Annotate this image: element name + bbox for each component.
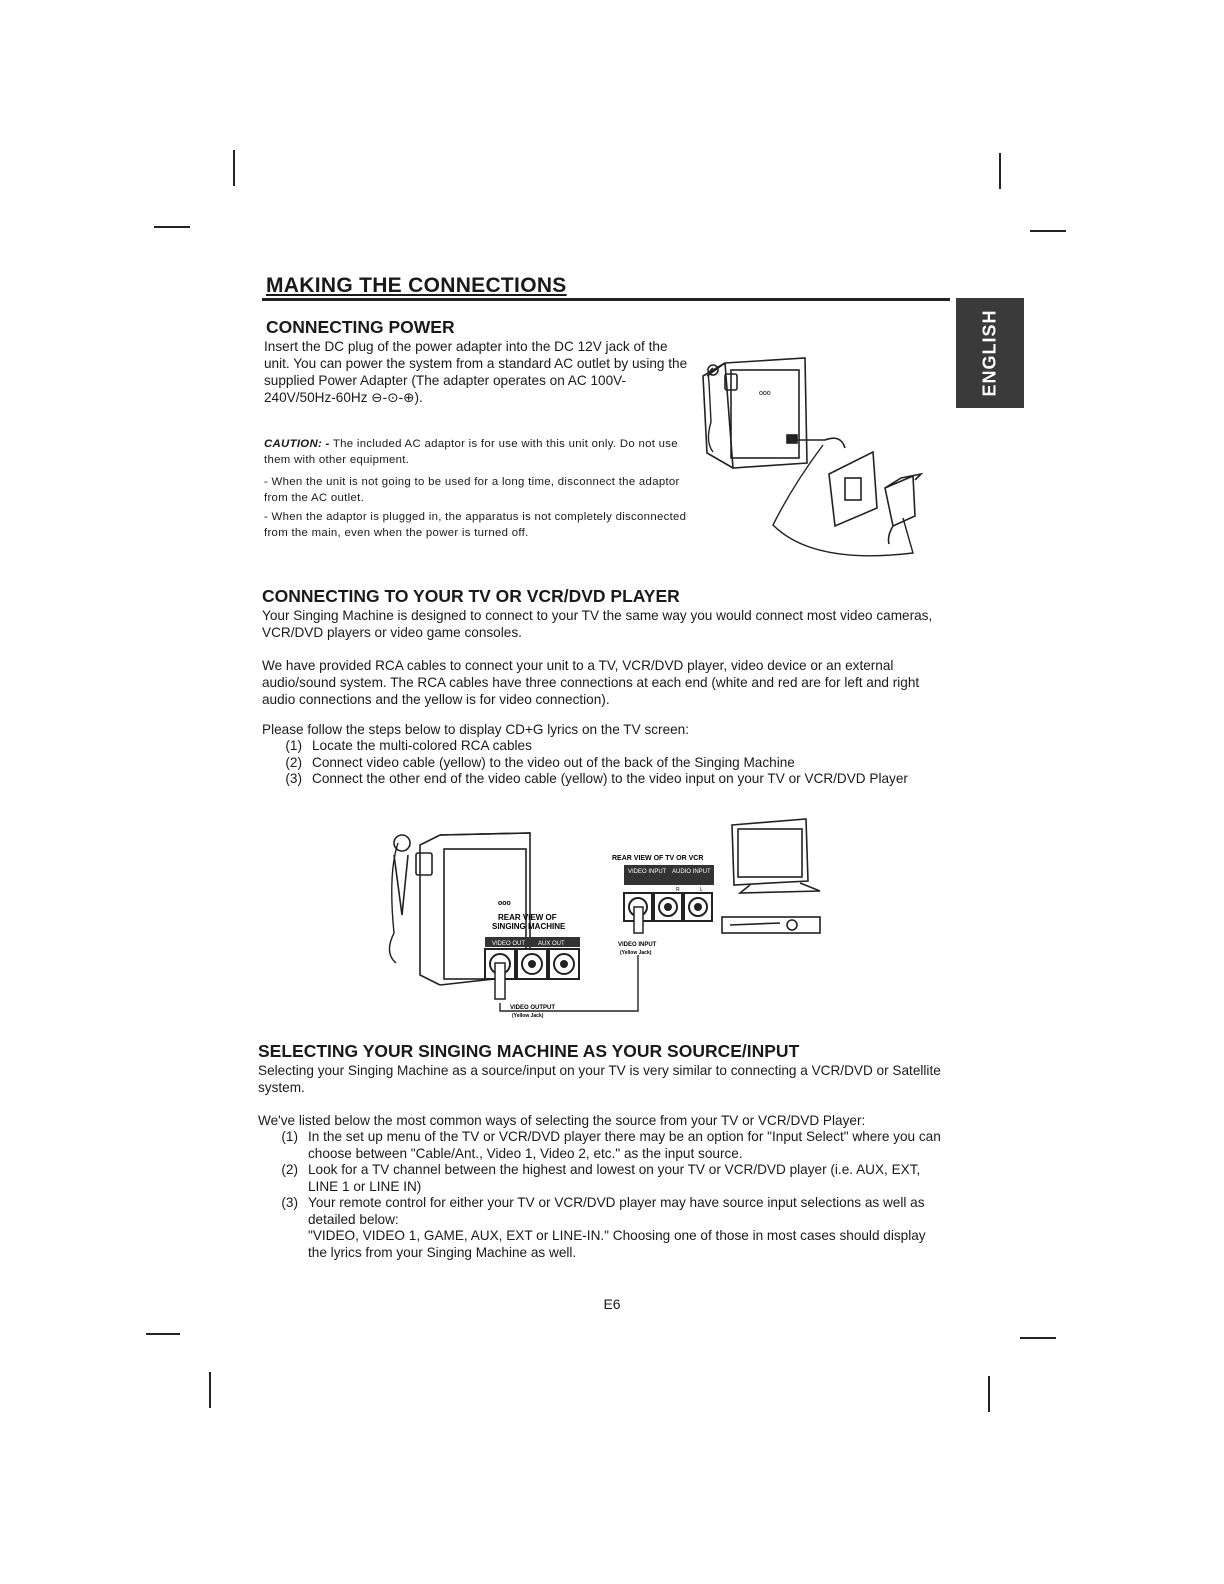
tv-video-input-label: VIDEO INPUT	[628, 869, 667, 875]
aux-out-label: AUX OUT	[538, 941, 565, 947]
tv-heading: CONNECTING TO YOUR TV OR VCR/DVD PLAYER	[262, 586, 680, 606]
crop-mark	[146, 1333, 180, 1335]
caution-text	[264, 437, 688, 468]
crop-mark	[209, 1372, 211, 1408]
list-item: (3) Your remote control for either your TV or VCR/DVD player may have source input selections as well as detailed below:	[281, 1195, 925, 1227]
unit-dots: ooo	[759, 390, 771, 397]
crop-mark	[999, 153, 1001, 189]
sm-dots: ooo	[498, 900, 511, 907]
list-item: (2) Look for a TV channel between the highest and lowest on your TV or VCR/DVD player (i.e. AUX, EXT, LINE 1 or LINE IN)	[281, 1162, 921, 1194]
page-title: MAKING THE CONNECTIONS	[266, 274, 567, 297]
video-output-label: VIDEO OUTPUT	[510, 1005, 556, 1011]
video-input-label: VIDEO INPUT	[618, 942, 657, 948]
source-intro: We've listed below the most common ways of selecting the source from your TV or VCR/DVD Player:	[258, 1113, 866, 1128]
power-body: Insert the DC plug of the power adapter into the DC 12V jack of the unit. You can power the system from a standard AC outlet by using the supplied Power Adapter (The adapter operates on AC 100V-240V/50Hz-60Hz ⊖-⊙-⊕).	[264, 339, 688, 405]
caution-line-2: - When the unit is not going to be used for a long time, disconnect the adaptor from the AC outlet.	[264, 476, 680, 504]
tv-audio-input-label: AUDIO INPUT	[672, 869, 711, 875]
tv-steps-intro: Please follow the steps below to display CD+G lyrics on the TV screen:	[262, 722, 690, 737]
list-item: "VIDEO, VIDEO 1, GAME, AUX, EXT or LINE-IN." Choosing one of those in most cases should display the lyrics from your Singing Machine as well.	[308, 1228, 926, 1260]
tv-para-1: Your Singing Machine is designed to connect to your TV the same way you would connect most video cameras, VCR/DVD players or video game consoles.	[262, 608, 933, 640]
caution-line-1: The included AC adaptor is for use with this unit only. Do not use them with other equipment.	[264, 438, 678, 466]
list-item: (1) In the set up menu of the TV or VCR/DVD player there may be an option for "Input Select" where you can choose between "Cable/Ant., Video 1, Video 2, etc." as the input source.	[281, 1129, 941, 1161]
crop-mark	[1030, 230, 1066, 232]
tv-para-2: We have provided RCA cables to connect your unit to a TV, VCR/DVD player, video device or an external audio/sound system. The RCA cables have three connections at each end (white and red are for left and right audio connections and the yellow is for video connection).	[262, 658, 920, 707]
video-output-jack: (Yellow Jack)	[512, 1013, 544, 1019]
video-input-jack: (Yellow Jack)	[620, 950, 652, 956]
crop-mark	[233, 150, 235, 186]
rear-sm-label-1: REAR VIEW OF	[498, 913, 557, 922]
list-item: (2) Connect video cable (yellow) to the video out of the back of the Singing Machine	[285, 754, 795, 770]
source-heading: SELECTING YOUR SINGING MACHINE AS YOUR SOURCE/INPUT	[258, 1041, 800, 1061]
language-tab-label: ENGLISH	[979, 309, 1000, 397]
source-steps-list	[258, 1129, 948, 1261]
source-para-1: Selecting your Singing Machine as a source/input on your TV is very similar to connecting a VCR/DVD or Satellite system.	[258, 1063, 941, 1095]
tv-r-label: R	[676, 887, 680, 893]
crop-mark	[154, 226, 190, 228]
page-number: E6	[603, 1296, 621, 1312]
crop-mark	[1020, 1337, 1056, 1339]
power-diagram	[695, 348, 935, 578]
caution-label: CAUTION: -	[264, 438, 330, 450]
list-item: (3) Connect the other end of the video cable (yellow) to the video input on your TV or VCR/DVD Player	[285, 771, 908, 786]
tv-steps-list	[262, 738, 952, 788]
connection-diagram	[380, 815, 840, 1025]
power-heading: CONNECTING POWER	[266, 317, 455, 337]
rear-sm-label-2: SINGING MACHINE	[492, 922, 566, 931]
rear-tv-label: REAR VIEW OF TV OR VCR	[612, 855, 704, 862]
caution-line-3: - When the adaptor is plugged in, the apparatus is not completely disconnected from the main, even when the power is turned off.	[264, 511, 687, 539]
crop-mark	[988, 1376, 990, 1412]
title-rule	[262, 298, 950, 301]
video-out-label: VIDEO OUT	[492, 941, 526, 947]
language-tab	[956, 298, 1024, 408]
tv-l-label: L	[700, 887, 703, 893]
list-item: (1) Locate the multi-colored RCA cables	[285, 738, 532, 753]
